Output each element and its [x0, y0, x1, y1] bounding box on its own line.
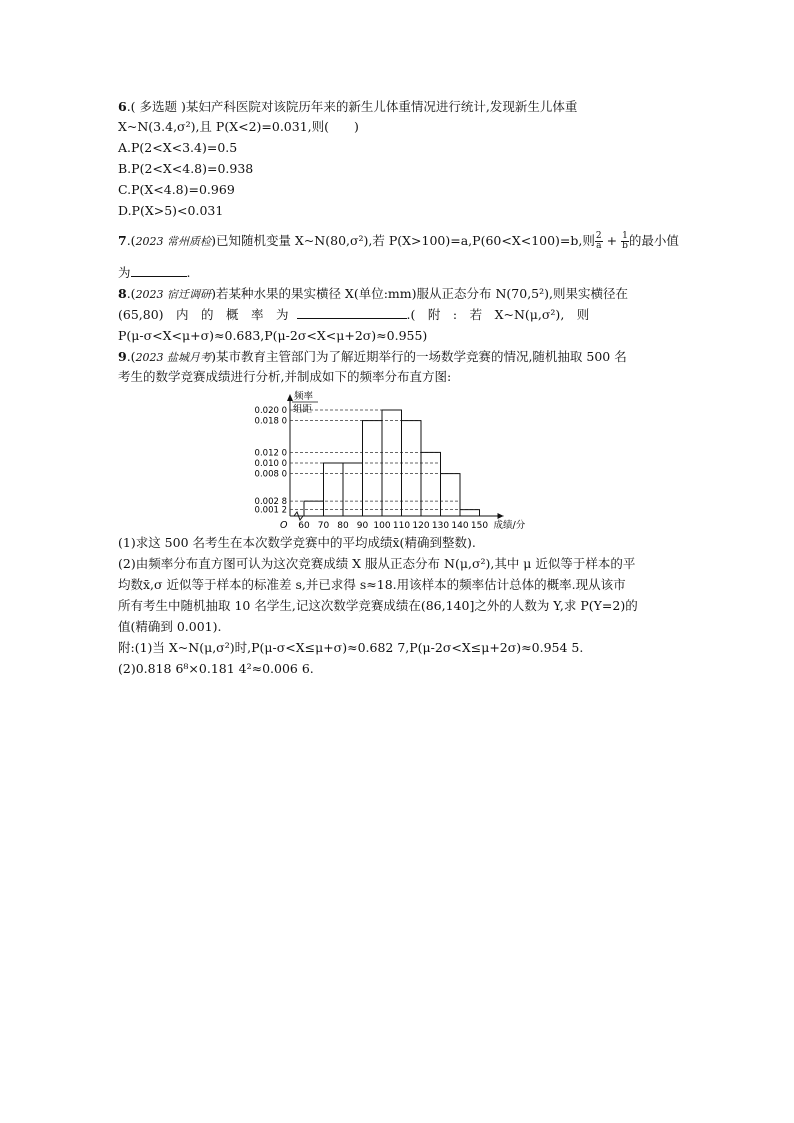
x-tick-label: 150 [470, 521, 489, 530]
q9-number: 9 [118, 349, 127, 364]
histogram-bar [402, 421, 422, 516]
q9-note2: (2)0.818 6⁸×0.181 4²≈0.006 6. [118, 661, 314, 676]
y-tick-label: 0.018 0 [254, 416, 287, 427]
q6-line1 [118, 98, 577, 115]
q9-part2-line4: 值(精确到 0.001). [118, 619, 222, 634]
origin-label: O [280, 520, 288, 530]
histogram-bar [304, 501, 324, 516]
q8-line3: P(μ-σ<X<μ+σ)≈0.683,P(μ-2σ<X<μ+2σ)≈0.955) [118, 328, 428, 343]
x-tick-label: 110 [392, 521, 411, 530]
q7-fraction-1: $\frac{2}{a}$ [595, 231, 602, 251]
q6-option-b: B.P(2<X<4.8)=0.938 [118, 161, 254, 176]
x-tick-label: 100 [373, 521, 391, 530]
q6-option-c: C.P(X<4.8)=0.969 [118, 182, 235, 197]
y-axis-arrow-icon [287, 394, 293, 401]
q9-part2-line2: 均数x̄,σ 近似等于样本的标准差 s,并已求得 s≈18.用该样本的频率估计总体的概率.现从该市 [118, 577, 626, 592]
q7-line1: 7.(2023 常州质检)已知随机变量 X~N(80,σ²),若 P(X>100)=a,P(60<X<100)=b,则 $\frac{2}{a}$ + $\frac{1}{b}$ 的最小值 [118, 231, 679, 251]
x-tick-label: 70 [317, 521, 330, 530]
q9-part2-line3: 所有考生中随机抽取 10 名学生,记这次数学竞赛成绩在(86,140]之外的人数为 Y,求 P(Y=2)的 [118, 598, 638, 613]
q8-source: 2023 宿迁调研 [135, 288, 212, 301]
histogram-bar [460, 510, 480, 516]
q7-answer-blank[interactable] [131, 264, 187, 277]
histogram-bar [363, 421, 383, 516]
x-tick-label: 140 [451, 521, 469, 530]
x-tick-label: 60 [298, 521, 310, 530]
q7-fraction-2: $\frac{1}{b}$ [622, 231, 628, 251]
y-label-top: 频率 [294, 391, 314, 402]
frequency-histogram [248, 390, 548, 530]
y-tick-label: 0.020 0 [254, 406, 287, 416]
histogram-bar [343, 463, 363, 516]
q7-text-b: 的最小值 [628, 233, 679, 248]
x-axis-arrow-icon [498, 513, 504, 519]
q8-number: 8 [118, 286, 127, 301]
y-tick-label: 0.010 0 [254, 459, 287, 469]
q6-text: .( 多选题 )某妇产科医院对该院历年来的新生儿体重情况进行统计,发现新生儿体重 [126, 99, 578, 114]
x-tick-label: 90 [356, 521, 369, 530]
q7-line2: 为 . [118, 265, 191, 280]
q7-plus: + [606, 233, 618, 248]
q9-part2-line1: (2)由频率分布直方图可认为这次竞赛成绩 X 服从正态分布 N(μ,σ²),其中 μ 近似等于样本的平 [118, 556, 636, 571]
q6-option-d: D.P(X>5)<0.031 [118, 203, 224, 218]
q9-line2: 考生的数学竞赛成绩进行分析,并制成如下的频率分布直方图: [118, 369, 452, 384]
q8-answer-blank[interactable] [297, 306, 407, 319]
q9-part1: (1)求这 500 名考生在本次数学竞赛中的平均成绩x̄(精确到整数). [118, 535, 476, 550]
histogram-bar [421, 452, 441, 516]
y-label-bottom: 组距 [293, 404, 313, 415]
q6-option-a: A.P(2<X<3.4)=0.5 [118, 140, 238, 155]
x-tick-label: 120 [412, 521, 430, 530]
q9-line1: 9.(2023 盐城月考)某市教育主管部门为了解近期举行的一场数学竞赛的情况,随机抽取 500 名 [118, 349, 627, 364]
q9-note1: 附:(1)当 X~N(μ,σ²)时,P(μ-σ<X≤μ+σ)≈0.682 7,P(μ-2σ<X≤μ+2σ)≈0.954 5. [118, 640, 584, 655]
x-axis-label: 成绩/分 [493, 520, 526, 530]
q7-source: 2023 常州质检 [135, 235, 212, 248]
q7-number: 7 [118, 233, 127, 248]
histogram-bar [324, 463, 344, 516]
y-tick-label: 0.001 2 [254, 505, 287, 516]
q7-text-a: 已知随机变量 X~N(80,σ²),若 P(X>100)=a,P(60<X<100)=b,则 [215, 233, 595, 248]
q9-source: 2023 盐城月考 [135, 351, 212, 364]
x-tick-label: 80 [337, 521, 349, 530]
x-tick-label: 130 [431, 521, 450, 530]
y-tick-label: 0.002 8 [254, 497, 287, 508]
q8-line1: 8.(2023 宿迁调研)若某种水果的果实横径 X(单位:mm)服从正态分布 N(70,5²),则果实横径在 [118, 286, 628, 301]
q8-text: 若某种水果的果实横径 X(单位:mm)服从正态分布 N(70,5²),则果实横径在 [215, 286, 628, 301]
q6-line2: X~N(3.4,σ²),且 P(X<2)=0.031,则( ) [118, 119, 359, 134]
q9-text: 某市教育主管部门为了解近期举行的一场数学竞赛的情况,随机抽取 500 名 [215, 349, 627, 364]
q8-line2: (65,80) 内 的 概 率 为 .( 附 : 若 X~N(μ,σ²), 则 [118, 307, 590, 322]
q6-number: 6 [118, 99, 127, 114]
y-tick-label: 0.012 0 [254, 448, 287, 459]
y-tick-label: 0.008 0 [254, 469, 287, 480]
